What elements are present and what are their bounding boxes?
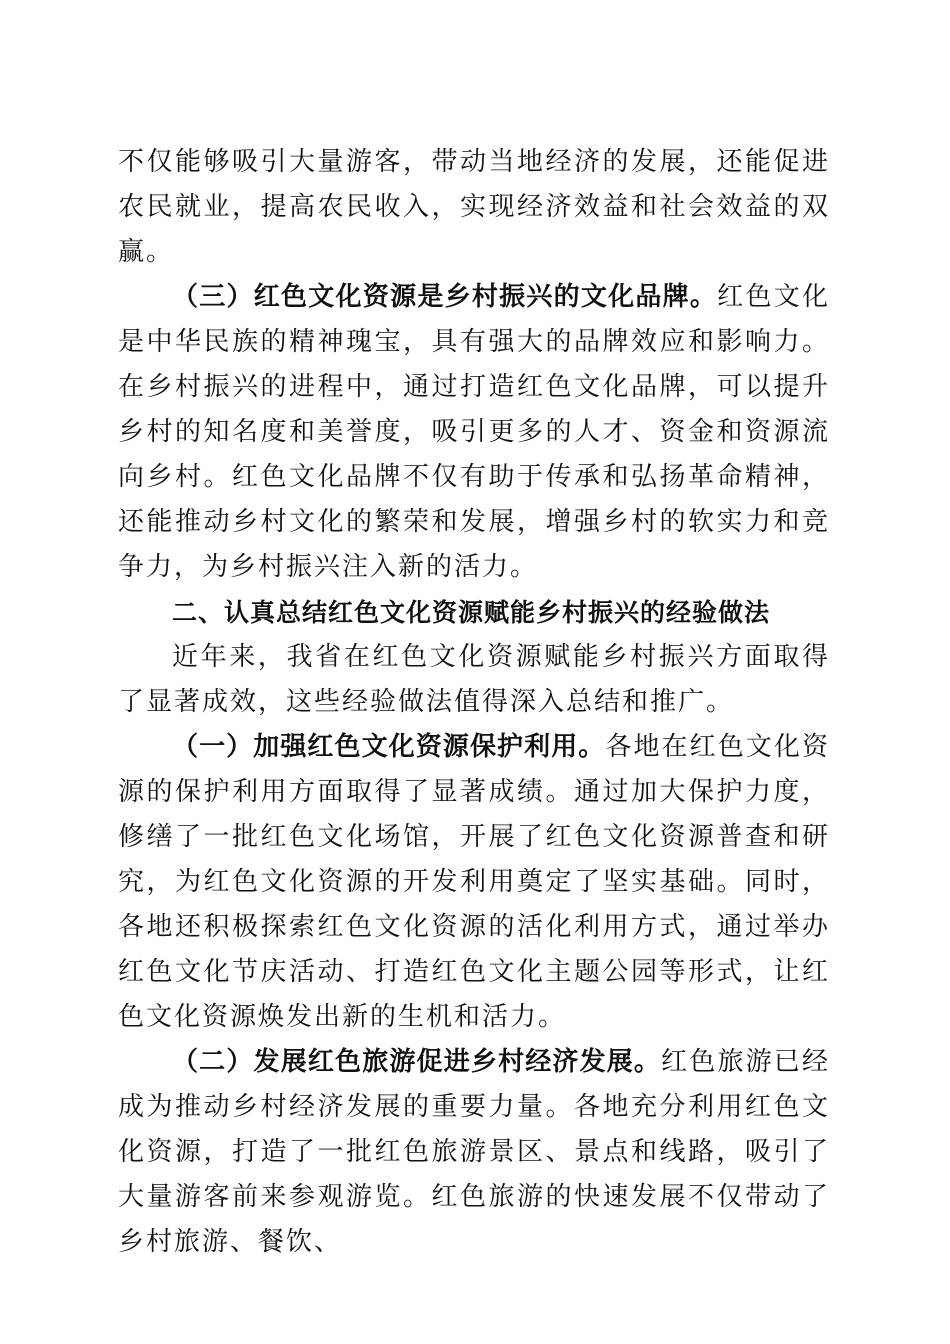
paragraph-cultural-brand: [118, 275, 830, 590]
paragraph-continuation: 不仅能够吸引大量游客，带动当地经济的发展，还能促进农民就业，提高农民收入，实现经济效益和社会效益的双赢。: [118, 147, 830, 267]
section-heading-two: 二、认真总结红色文化资源赋能乡村振兴的经验做法: [172, 598, 771, 627]
paragraph-body-one: 各地在红色文化资源的保护利用方面取得了显著成绩。通过加大保护力度，修缮了一批红色文化场馆，开展了红色文化资源普查和研究，为红色文化资源的开发利用奠定了坚实基础。同时，各地还积极探索红色文化资源的活化利用方式，通过举办红色文化节庆活动、打造红色文化主题公园等形式，让红色文化资源焕发出新的生机和活力。: [118, 732, 830, 1032]
paragraph-intro: 近年来，我省在红色文化资源赋能乡村振兴方面取得了显著成效，这些经验做法值得深入总结和推广。: [118, 642, 830, 717]
paragraph-body-two: 红色旅游已经成为推动乡村经济发展的重要力量。各地充分利用红色文化资源，打造了一批红色旅游景区、景点和线路，吸引了大量游客前来参观游览。红色旅游的快速发展不仅带动了乡村旅游、餐饮、: [118, 1047, 830, 1257]
document-body: [118, 140, 830, 1265]
paragraph-lead-two: （二）发展红色旅游促进乡村经济发展。: [172, 1047, 662, 1077]
paragraph-body-three: 红色文化是中华民族的精神瑰宝，具有强大的品牌效应和影响力。在乡村振兴的进程中，通过打造红色文化品牌，可以提升乡村的知名度和美誉度，吸引更多的人才、资金和资源流向乡村。红色文化品牌不仅有助于传承和弘扬革命精神，还能推动乡村文化的繁荣和发展，增强乡村的软实力和竞争力，为乡村振兴注入新的活力。: [118, 282, 830, 582]
paragraph-lead-three: （三）红色文化资源是乡村振兴的文化品牌。: [172, 282, 718, 312]
paragraph-protection: [118, 725, 830, 1040]
paragraph-lead-one: （一）加强红色文化资源保护利用。: [172, 732, 606, 762]
paragraph-tourism: [118, 1040, 830, 1265]
